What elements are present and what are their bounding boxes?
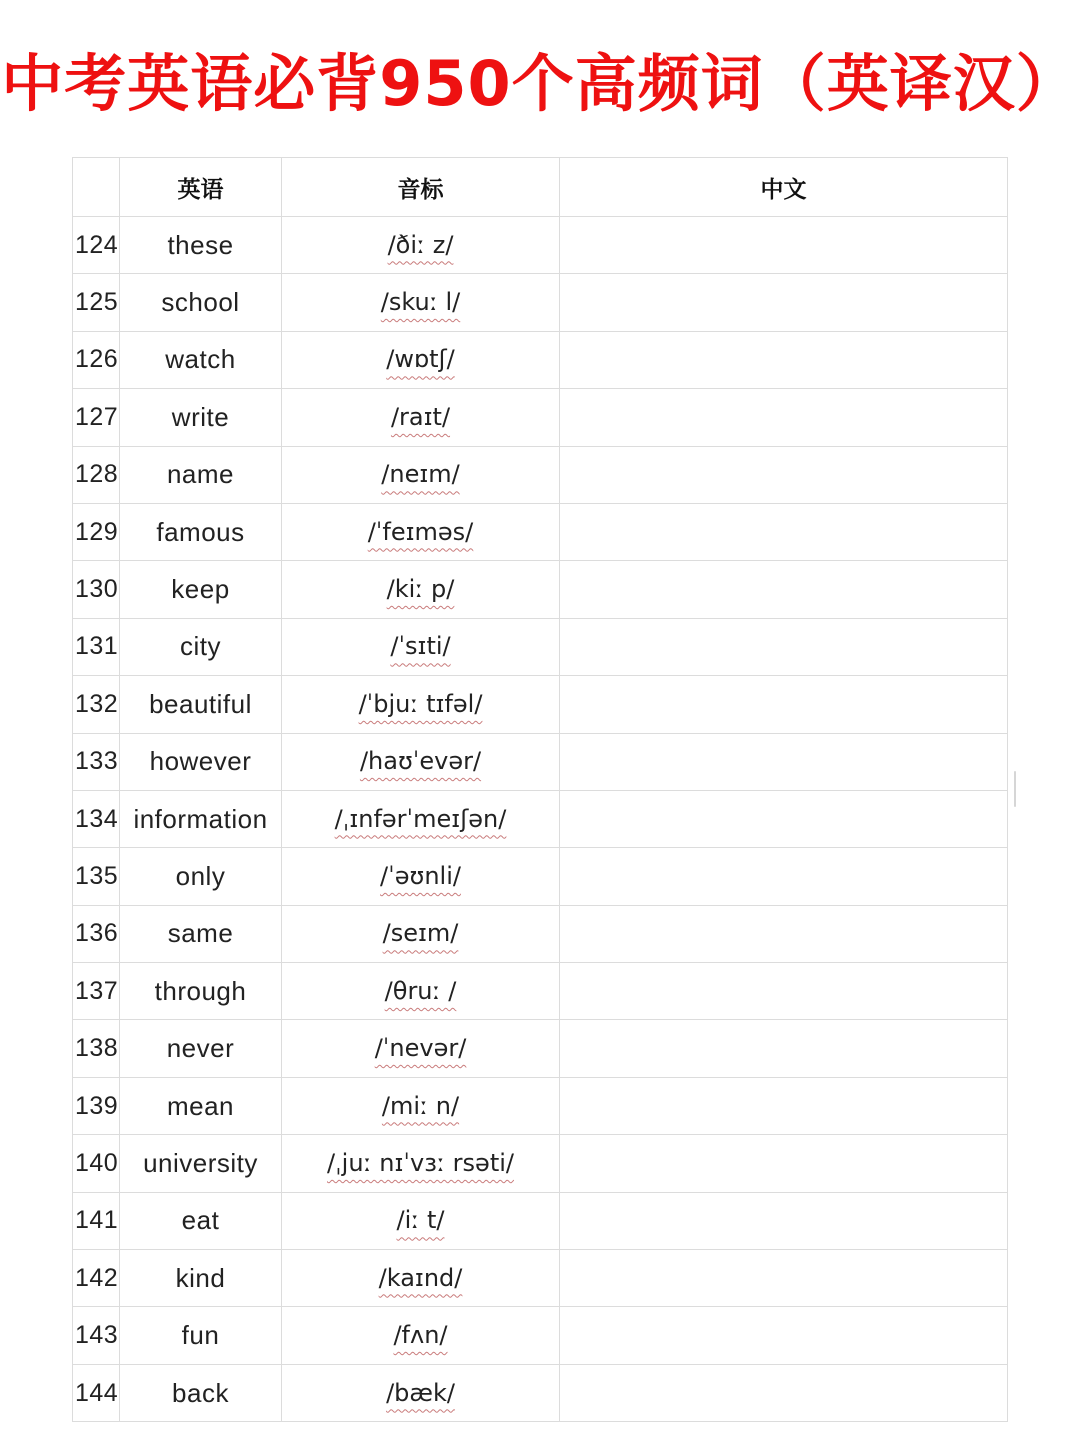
phonetic-transcription: /seɪm/ — [382, 919, 459, 948]
phonetic-cell — [282, 963, 560, 1020]
chinese-meaning — [560, 733, 1008, 790]
english-word: watch — [120, 331, 282, 388]
phonetic-transcription: /wɒtʃ/ — [386, 345, 455, 374]
phonetic-cell — [282, 1020, 560, 1077]
chinese-meaning — [560, 1077, 1008, 1134]
header-phonetic: 音标 — [282, 158, 560, 217]
phonetic-transcription: /ˌɪnfərˈmeɪʃən/ — [334, 804, 507, 833]
chinese-meaning — [560, 618, 1008, 675]
english-word: write — [120, 389, 282, 446]
vocabulary-table — [72, 157, 1008, 1422]
english-word: information — [120, 790, 282, 847]
chinese-meaning — [560, 848, 1008, 905]
table-row — [73, 963, 1008, 1020]
english-word: beautiful — [120, 676, 282, 733]
phonetic-transcription: /ˈnevər/ — [374, 1034, 467, 1063]
table-row — [73, 561, 1008, 618]
phonetic-transcription: /ˈsɪti/ — [390, 632, 451, 661]
table-row — [73, 217, 1008, 274]
english-word: keep — [120, 561, 282, 618]
english-word: eat — [120, 1192, 282, 1249]
phonetic-cell — [282, 733, 560, 790]
table-row — [73, 331, 1008, 388]
table-row — [73, 389, 1008, 446]
english-word: fun — [120, 1307, 282, 1364]
english-word: university — [120, 1135, 282, 1192]
phonetic-transcription: /bæk/ — [386, 1378, 455, 1407]
chinese-meaning — [560, 561, 1008, 618]
chinese-meaning — [560, 963, 1008, 1020]
phonetic-cell — [282, 1192, 560, 1249]
chinese-meaning — [560, 274, 1008, 331]
table-row — [73, 905, 1008, 962]
row-number: 136 — [73, 905, 120, 962]
table-header-row — [73, 158, 1008, 217]
phonetic-cell — [282, 1307, 560, 1364]
table-row — [73, 790, 1008, 847]
table-row — [73, 1307, 1008, 1364]
page-title: 中考英语必背950个高频词（英译汉） — [1, 47, 1079, 120]
row-number: 124 — [73, 217, 120, 274]
row-number: 141 — [73, 1192, 120, 1249]
table-row — [73, 1192, 1008, 1249]
phonetic-cell — [282, 1250, 560, 1307]
chinese-meaning — [560, 217, 1008, 274]
row-number: 130 — [73, 561, 120, 618]
english-word: same — [120, 905, 282, 962]
row-number: 127 — [73, 389, 120, 446]
row-number: 132 — [73, 676, 120, 733]
header-chinese: 中文 — [560, 158, 1008, 217]
table-row — [73, 848, 1008, 905]
english-word: through — [120, 963, 282, 1020]
chinese-meaning — [560, 790, 1008, 847]
table-row — [73, 1135, 1008, 1192]
table-row — [73, 274, 1008, 331]
phonetic-transcription: /miː n/ — [381, 1091, 460, 1120]
phonetic-cell — [282, 618, 560, 675]
scrollbar-thumb[interactable] — [1014, 771, 1016, 807]
phonetic-transcription: /haʊˈevər/ — [359, 747, 482, 776]
row-number: 139 — [73, 1077, 120, 1134]
header-english: 英语 — [120, 158, 282, 217]
phonetic-cell — [282, 848, 560, 905]
phonetic-transcription: /kiː p/ — [386, 575, 455, 604]
table-row — [73, 1020, 1008, 1077]
table-row — [73, 1077, 1008, 1134]
phonetic-transcription: /fʌn/ — [393, 1321, 448, 1350]
phonetic-cell — [282, 1077, 560, 1134]
phonetic-transcription: /ˈfeɪməs/ — [367, 517, 474, 546]
phonetic-cell — [282, 274, 560, 331]
phonetic-cell — [282, 790, 560, 847]
english-word: famous — [120, 503, 282, 560]
english-word: school — [120, 274, 282, 331]
phonetic-transcription: /neɪm/ — [381, 460, 460, 489]
chinese-meaning — [560, 389, 1008, 446]
phonetic-transcription: /skuː l/ — [380, 288, 461, 317]
table-row — [73, 503, 1008, 560]
english-word: these — [120, 217, 282, 274]
phonetic-cell — [282, 389, 560, 446]
row-number: 133 — [73, 733, 120, 790]
phonetic-transcription: /kaɪnd/ — [378, 1263, 463, 1292]
english-word: only — [120, 848, 282, 905]
chinese-meaning — [560, 905, 1008, 962]
row-number: 135 — [73, 848, 120, 905]
row-number: 143 — [73, 1307, 120, 1364]
row-number: 128 — [73, 446, 120, 503]
phonetic-cell — [282, 1364, 560, 1421]
chinese-meaning — [560, 1135, 1008, 1192]
phonetic-cell — [282, 331, 560, 388]
phonetic-transcription: /iː t/ — [396, 1206, 445, 1235]
row-number: 142 — [73, 1250, 120, 1307]
table-row — [73, 1250, 1008, 1307]
chinese-meaning — [560, 1364, 1008, 1421]
row-number: 138 — [73, 1020, 120, 1077]
phonetic-transcription: /ˈəʊnli/ — [380, 861, 461, 890]
english-word: kind — [120, 1250, 282, 1307]
row-number: 137 — [73, 963, 120, 1020]
table-row — [73, 446, 1008, 503]
table-row — [73, 676, 1008, 733]
english-word: however — [120, 733, 282, 790]
english-word: never — [120, 1020, 282, 1077]
phonetic-transcription: /ðiː z/ — [387, 230, 454, 259]
row-number: 134 — [73, 790, 120, 847]
table-body — [73, 217, 1008, 1422]
phonetic-cell — [282, 676, 560, 733]
english-word: mean — [120, 1077, 282, 1134]
row-number: 125 — [73, 274, 120, 331]
row-number: 140 — [73, 1135, 120, 1192]
header-index — [73, 158, 120, 217]
english-word: city — [120, 618, 282, 675]
phonetic-cell — [282, 561, 560, 618]
phonetic-cell — [282, 905, 560, 962]
chinese-meaning — [560, 1250, 1008, 1307]
chinese-meaning — [560, 331, 1008, 388]
chinese-meaning — [560, 1020, 1008, 1077]
phonetic-cell — [282, 217, 560, 274]
phonetic-transcription: /ˌjuː nɪˈvɜː rsəti/ — [327, 1148, 514, 1177]
row-number: 126 — [73, 331, 120, 388]
phonetic-transcription: /ˈbjuː tɪfəl/ — [358, 689, 483, 718]
table-row — [73, 618, 1008, 675]
phonetic-cell — [282, 1135, 560, 1192]
table-row — [73, 1364, 1008, 1421]
row-number: 131 — [73, 618, 120, 675]
english-word: name — [120, 446, 282, 503]
english-word: back — [120, 1364, 282, 1421]
table-row — [73, 733, 1008, 790]
chinese-meaning — [560, 1192, 1008, 1249]
chinese-meaning — [560, 503, 1008, 560]
phonetic-transcription: /θruː / — [384, 976, 457, 1005]
phonetic-cell — [282, 446, 560, 503]
row-number: 144 — [73, 1364, 120, 1421]
chinese-meaning — [560, 1307, 1008, 1364]
phonetic-cell — [282, 503, 560, 560]
phonetic-transcription: /raɪt/ — [390, 402, 451, 431]
chinese-meaning — [560, 446, 1008, 503]
row-number: 129 — [73, 503, 120, 560]
chinese-meaning — [560, 676, 1008, 733]
